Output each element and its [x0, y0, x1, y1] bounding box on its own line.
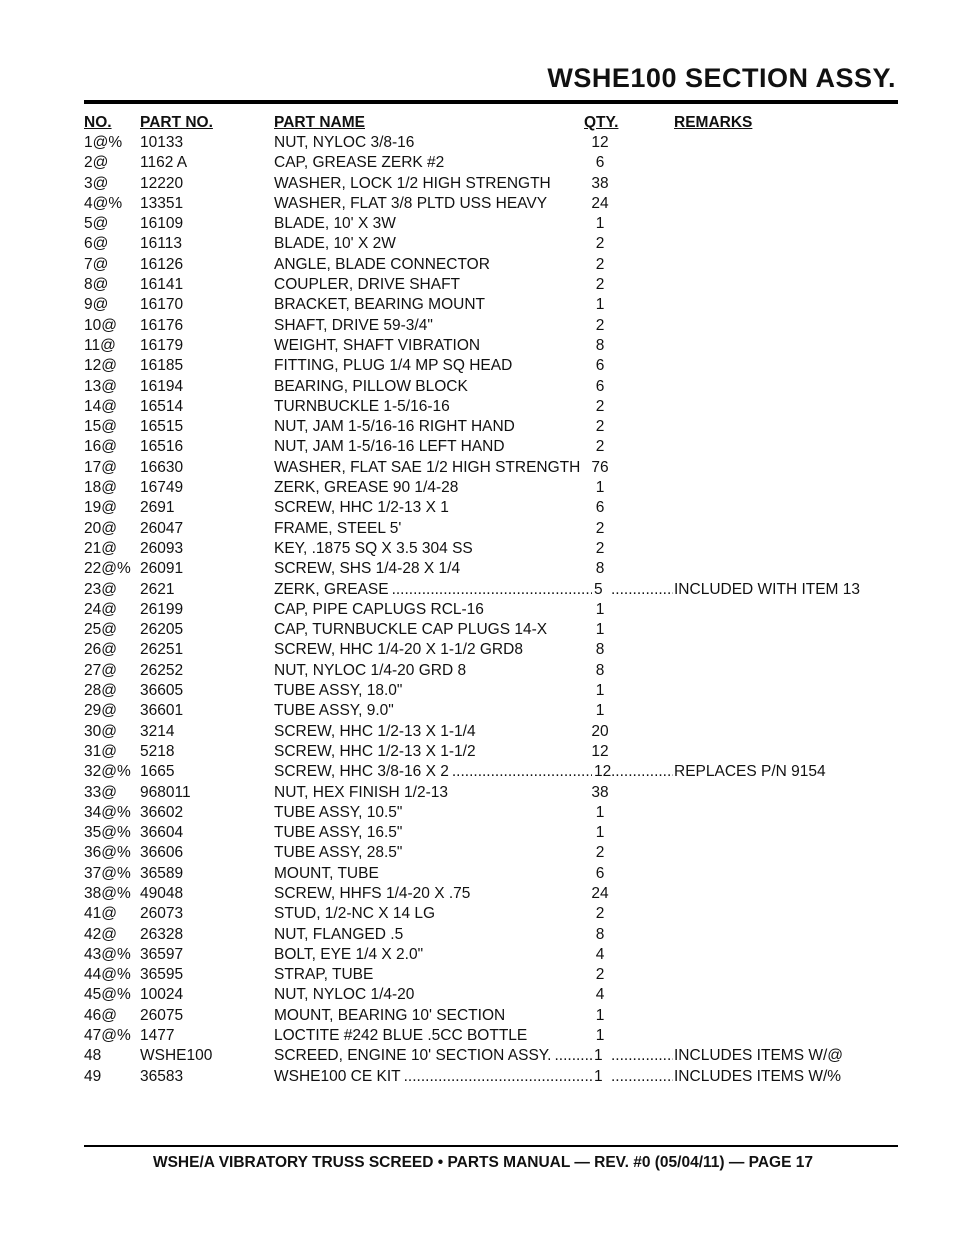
cell-item-no: 2@ — [84, 154, 109, 172]
cell-item-no: 48 — [84, 1047, 102, 1065]
cell-part-name: NUT, FLANGED .5 — [274, 925, 404, 943]
cell-part-name: NUT, NYLOC 3/8-16 — [274, 134, 415, 151]
cell-item-no: 1@% — [84, 134, 123, 151]
cell-part-name: BLADE, 10' X 2W — [274, 235, 396, 253]
table-row — [0, 1046, 954, 1066]
cell-item-no: 23@ — [84, 580, 117, 598]
table-row — [0, 519, 954, 539]
cell-part-name: NUT, NYLOC 1/4-20 — [274, 986, 415, 1004]
cell-part-no: 26252 — [140, 661, 184, 679]
cell-qty: 6 — [595, 864, 605, 882]
cell-part-name: STUD, 1/2-NC X 14 LG — [274, 905, 436, 923]
cell-qty: 38 — [591, 783, 609, 801]
table-row — [0, 234, 954, 254]
table-row — [0, 783, 954, 803]
table-row — [0, 600, 954, 620]
cell-part-no: 36602 — [140, 803, 184, 821]
cell-part-no: 16170 — [140, 296, 184, 314]
cell-part-name: MOUNT, BEARING 10' SECTION — [274, 1006, 506, 1024]
table-row — [0, 640, 954, 660]
cell-part-no: 2691 — [140, 499, 175, 517]
cell-qty: 1 — [595, 621, 605, 639]
table-row — [0, 539, 954, 559]
table-row — [0, 803, 954, 823]
cell-part-name: WASHER, LOCK 1/2 HIGH STRENGTH — [274, 174, 551, 192]
table-row — [0, 214, 954, 234]
cell-part-name: CAP, GREASE ZERK #2 — [274, 154, 445, 172]
cell-qty: 12 — [591, 742, 609, 760]
table-row — [0, 255, 954, 275]
cell-qty: 8 — [595, 661, 605, 679]
cell-qty: 2 — [595, 905, 605, 923]
cell-item-no: 45@% — [84, 986, 131, 1004]
cell-part-no: 10024 — [140, 986, 184, 1004]
cell-qty: 20 — [591, 722, 609, 740]
cell-part-name: FITTING, PLUG 1/4 MP SQ HEAD — [274, 357, 513, 375]
table-row — [0, 377, 954, 397]
cell-qty: 6 — [595, 154, 605, 172]
table-row — [0, 722, 954, 742]
cell-item-no: 42@ — [84, 925, 117, 943]
table-row — [0, 985, 954, 1005]
page-title: WSHE100 SECTION ASSY. — [547, 63, 896, 93]
table-row — [0, 762, 954, 782]
cell-part-no: 968011 — [140, 783, 191, 801]
cell-part-name: CAP, PIPE CAPLUGS RCL-16 — [274, 600, 484, 618]
cell-item-no: 41@ — [84, 905, 117, 923]
cell-part-name: KEY, .1875 SQ X 3.5 304 SS — [274, 539, 473, 557]
cell-qty: 2 — [595, 276, 605, 294]
cell-part-name: SHAFT, DRIVE 59-3/4" — [274, 316, 433, 334]
table-row — [0, 417, 954, 437]
cell-part-no: 16194 — [140, 377, 184, 395]
cell-part-name: MOUNT, TUBE — [274, 864, 379, 882]
cell-item-no: 3@ — [84, 174, 109, 192]
cell-qty: 24 — [591, 194, 609, 212]
table-row — [0, 356, 954, 376]
cell-item-no: 24@ — [84, 600, 117, 618]
cell-part-name: SCREW, HHC 1/2-13 X 1-1/4 — [274, 722, 476, 740]
cell-qty: 8 — [595, 336, 605, 354]
table-row — [0, 884, 954, 904]
cell-qty: 1 — [595, 702, 605, 720]
cell-part-no: 16179 — [140, 336, 184, 354]
cell-part-no: 49048 — [140, 884, 184, 902]
cell-item-no: 43@% — [84, 945, 131, 963]
table-row — [0, 336, 954, 356]
cell-part-name: TUBE ASSY, 10.5" — [274, 803, 403, 821]
cell-item-no: 4@% — [84, 194, 123, 212]
cell-qty: 2 — [595, 844, 605, 862]
cell-part-name: SCREW, HHC 3/8-16 X 2 — [274, 763, 449, 781]
cell-qty: 6 — [595, 377, 605, 395]
cell-part-no: 1162 A — [140, 154, 188, 172]
cell-part-name: SCREW, HHC 1/2-13 X 1 — [274, 499, 449, 517]
table-row — [0, 742, 954, 762]
table-row — [0, 925, 954, 945]
cell-qty: 1 — [595, 296, 605, 314]
cell-qty: 2 — [595, 397, 605, 415]
footer-rule — [84, 1145, 898, 1147]
cell-remarks: INCLUDED WITH ITEM 13 — [674, 580, 861, 598]
cell-part-no: 26073 — [140, 905, 184, 923]
cell-item-no: 21@ — [84, 539, 117, 557]
cell-qty: 6 — [595, 499, 605, 517]
cell-part-name: STRAP, TUBE — [274, 966, 374, 984]
cell-part-no: 2621 — [140, 580, 175, 598]
cell-item-no: 36@% — [84, 844, 131, 862]
cell-part-name: BRACKET, BEARING MOUNT — [274, 296, 485, 314]
table-row — [0, 904, 954, 924]
table-row — [0, 681, 954, 701]
table-row — [0, 498, 954, 518]
cell-part-no: 1665 — [140, 763, 175, 781]
cell-part-name: BEARING, PILLOW BLOCK — [274, 377, 468, 395]
cell-part-no: 26091 — [140, 560, 184, 578]
cell-item-no: 9@ — [84, 296, 109, 314]
cell-qty: 1 — [595, 824, 605, 842]
cell-part-no: 16749 — [140, 479, 184, 497]
dot-leader — [611, 1046, 673, 1066]
cell-part-no: 36595 — [140, 966, 184, 984]
cell-qty: 12 — [594, 763, 612, 781]
cell-part-no: 26251 — [140, 641, 184, 659]
cell-item-no: 19@ — [84, 499, 117, 517]
column-header-qty: QTY. — [584, 114, 619, 131]
cell-part-name: BLADE, 10' X 3W — [274, 215, 396, 233]
cell-item-no: 49 — [84, 1067, 102, 1085]
cell-qty: 2 — [595, 418, 605, 436]
cell-item-no: 28@ — [84, 682, 117, 700]
cell-item-no: 11@ — [84, 336, 116, 354]
cell-qty: 4 — [595, 945, 605, 963]
cell-part-no: 13351 — [140, 194, 184, 212]
cell-qty: 1 — [595, 600, 605, 618]
table-row — [0, 478, 954, 498]
dot-leader — [554, 1046, 592, 1066]
cell-item-no: 15@ — [84, 418, 117, 436]
cell-qty: 1 — [595, 479, 605, 497]
cell-item-no: 30@ — [84, 722, 117, 740]
cell-part-name: ANGLE, BLADE CONNECTOR — [274, 255, 490, 273]
cell-part-name: ZERK, GREASE — [274, 580, 389, 598]
cell-item-no: 5@ — [84, 215, 109, 233]
cell-part-name: FRAME, STEEL 5' — [274, 519, 402, 537]
cell-item-no: 44@% — [84, 966, 131, 984]
cell-part-no: 3214 — [140, 722, 175, 740]
table-row — [0, 1026, 954, 1046]
cell-part-no: 16185 — [140, 357, 184, 375]
cell-part-no: WSHE100 — [140, 1047, 213, 1065]
cell-qty: 2 — [595, 519, 605, 537]
cell-item-no: 8@ — [84, 276, 109, 294]
cell-part-no: 16113 — [140, 235, 182, 253]
cell-part-name: CAP, TURNBUCKLE CAP PLUGS 14-X — [274, 621, 548, 639]
cell-part-no: 26093 — [140, 539, 184, 557]
column-header-part-name: PART NAME — [274, 114, 365, 131]
cell-part-name: NUT, NYLOC 1/4-20 GRD 8 — [274, 661, 467, 679]
cell-part-no: 16515 — [140, 418, 184, 436]
cell-qty: 8 — [595, 925, 605, 943]
cell-part-name: SCREW, HHFS 1/4-20 X .75 — [274, 884, 471, 902]
table-row — [0, 133, 954, 153]
column-header-no: NO. — [84, 114, 112, 131]
cell-qty: 8 — [595, 641, 605, 659]
cell-part-name: TUBE ASSY, 9.0" — [274, 702, 394, 720]
cell-qty: 4 — [595, 986, 605, 1004]
parts-table — [0, 133, 954, 1087]
cell-part-no: 16630 — [140, 458, 184, 476]
cell-part-no: 16109 — [140, 215, 184, 233]
table-row — [0, 397, 954, 417]
cell-part-no: 36601 — [140, 702, 184, 720]
table-row — [0, 458, 954, 478]
cell-item-no: 22@% — [84, 560, 131, 578]
cell-part-no: 36604 — [140, 824, 184, 842]
header-rule — [84, 100, 898, 104]
cell-item-no: 7@ — [84, 255, 109, 273]
cell-part-name: TUBE ASSY, 28.5" — [274, 844, 403, 862]
table-row — [0, 174, 954, 194]
cell-part-no: 12220 — [140, 174, 184, 192]
cell-item-no: 25@ — [84, 621, 117, 639]
cell-remarks: INCLUDES ITEMS W/% — [674, 1067, 842, 1085]
table-row — [0, 701, 954, 721]
cell-part-name: TUBE ASSY, 16.5" — [274, 824, 403, 842]
cell-item-no: 27@ — [84, 661, 117, 679]
cell-item-no: 14@ — [84, 397, 117, 415]
table-row — [0, 437, 954, 457]
table-row — [0, 295, 954, 315]
dot-leader — [611, 762, 673, 782]
cell-part-no: 1477 — [140, 1027, 175, 1045]
cell-item-no: 17@ — [84, 458, 117, 476]
cell-qty: 2 — [595, 255, 605, 273]
cell-item-no: 31@ — [84, 742, 117, 760]
table-row — [0, 316, 954, 336]
cell-item-no: 16@ — [84, 438, 117, 456]
cell-item-no: 32@% — [84, 763, 131, 781]
cell-part-name: WEIGHT, SHAFT VIBRATION — [274, 336, 481, 354]
cell-qty: 1 — [595, 1027, 605, 1045]
cell-item-no: 46@ — [84, 1006, 117, 1024]
cell-part-name: BOLT, EYE 1/4 X 2.0" — [274, 945, 424, 963]
cell-part-no: 26328 — [140, 925, 184, 943]
cell-part-name: TURNBUCKLE 1-5/16-16 — [274, 397, 450, 415]
cell-part-no: 26047 — [140, 519, 184, 537]
cell-part-no: 16516 — [140, 438, 184, 456]
cell-part-name: NUT, HEX FINISH 1/2-13 — [274, 783, 448, 801]
table-row — [0, 580, 954, 600]
table-row — [0, 1006, 954, 1026]
cell-part-no: 16176 — [140, 316, 184, 334]
table-row — [0, 620, 954, 640]
column-header-part-no: PART NO. — [140, 114, 213, 131]
cell-qty: 12 — [591, 134, 609, 151]
cell-item-no: 47@% — [84, 1027, 131, 1045]
cell-item-no: 26@ — [84, 641, 117, 659]
cell-item-no: 10@ — [84, 316, 117, 334]
cell-qty: 1 — [595, 1006, 605, 1024]
table-row — [0, 965, 954, 985]
cell-qty: 76 — [591, 458, 609, 476]
cell-part-name: SCREED, ENGINE 10' SECTION ASSY. — [274, 1047, 552, 1065]
cell-part-name: WSHE100 CE KIT — [274, 1067, 401, 1085]
cell-part-name: WASHER, FLAT SAE 1/2 HIGH STRENGTH — [274, 458, 581, 476]
table-row — [0, 843, 954, 863]
cell-part-name: NUT, JAM 1-5/16-16 LEFT HAND — [274, 438, 505, 456]
table-row — [0, 194, 954, 214]
cell-item-no: 35@% — [84, 824, 131, 842]
cell-qty: 1 — [595, 215, 605, 233]
cell-qty: 5 — [594, 580, 603, 598]
cell-remarks: REPLACES P/N 9154 — [674, 763, 826, 781]
cell-part-no: 26075 — [140, 1006, 184, 1024]
cell-part-no: 36597 — [140, 945, 184, 963]
cell-qty: 1 — [594, 1067, 603, 1085]
cell-item-no: 20@ — [84, 519, 117, 537]
page-footer: WSHE/A VIBRATORY TRUSS SCREED • PARTS MANUAL — REV. #0 (05/04/11) — PAGE 17 — [152, 1154, 813, 1171]
cell-qty: 1 — [595, 682, 605, 700]
dot-leader — [611, 1067, 673, 1087]
cell-part-name: ZERK, GREASE 90 1/4-28 — [274, 479, 459, 497]
cell-part-no: 10133 — [140, 134, 184, 151]
cell-remarks: INCLUDES ITEMS W/@ — [674, 1047, 844, 1065]
dot-leader — [452, 762, 592, 782]
cell-item-no: 12@ — [84, 357, 117, 375]
cell-item-no: 6@ — [84, 235, 109, 253]
table-row — [0, 661, 954, 681]
cell-qty: 6 — [595, 357, 605, 375]
column-header-remarks: REMARKS — [674, 114, 753, 131]
dot-leader — [392, 580, 592, 600]
cell-part-name: WASHER, FLAT 3/8 PLTD USS HEAVY — [274, 194, 548, 212]
table-row — [0, 559, 954, 579]
cell-part-no: 16141 — [140, 276, 184, 294]
cell-qty: 2 — [595, 539, 605, 557]
cell-part-name: SCREW, HHC 1/2-13 X 1-1/2 — [274, 742, 476, 760]
cell-qty: 1 — [594, 1047, 603, 1065]
dot-leader — [404, 1067, 592, 1087]
cell-item-no: 33@ — [84, 783, 117, 801]
cell-part-name: LOCTITE #242 BLUE .5CC BOTTLE — [274, 1027, 528, 1045]
cell-qty: 2 — [595, 438, 605, 456]
table-row — [0, 275, 954, 295]
cell-qty: 2 — [595, 966, 605, 984]
cell-item-no: 38@% — [84, 884, 131, 902]
cell-qty: 1 — [595, 803, 605, 821]
cell-item-no: 18@ — [84, 479, 117, 497]
cell-part-name: SCREW, HHC 1/4-20 X 1-1/2 GRD8 — [274, 641, 523, 659]
cell-item-no: 13@ — [84, 377, 117, 395]
table-row — [0, 1067, 954, 1087]
cell-part-no: 16514 — [140, 397, 184, 415]
cell-part-no: 5218 — [140, 742, 175, 760]
table-row — [0, 153, 954, 173]
cell-part-name: COUPLER, DRIVE SHAFT — [274, 276, 461, 294]
table-row — [0, 864, 954, 884]
cell-item-no: 37@% — [84, 864, 131, 882]
dot-leader — [611, 580, 673, 600]
table-row — [0, 823, 954, 843]
cell-item-no: 34@% — [84, 803, 131, 821]
cell-part-no: 26205 — [140, 621, 184, 639]
cell-qty: 2 — [595, 235, 605, 253]
cell-qty: 24 — [591, 884, 609, 902]
cell-qty: 8 — [595, 560, 605, 578]
cell-part-no: 26199 — [140, 600, 184, 618]
cell-part-no: 36605 — [140, 682, 184, 700]
cell-part-no: 36606 — [140, 844, 184, 862]
table-row — [0, 945, 954, 965]
cell-part-name: SCREW, SHS 1/4-28 X 1/4 — [274, 560, 461, 578]
cell-qty: 2 — [595, 316, 605, 334]
cell-part-no: 36583 — [140, 1067, 184, 1085]
cell-part-name: NUT, JAM 1-5/16-16 RIGHT HAND — [274, 418, 515, 436]
cell-part-no: 16126 — [140, 255, 184, 273]
cell-item-no: 29@ — [84, 702, 117, 720]
cell-part-name: TUBE ASSY, 18.0" — [274, 682, 403, 700]
cell-qty: 38 — [591, 174, 609, 192]
cell-part-no: 36589 — [140, 864, 184, 882]
